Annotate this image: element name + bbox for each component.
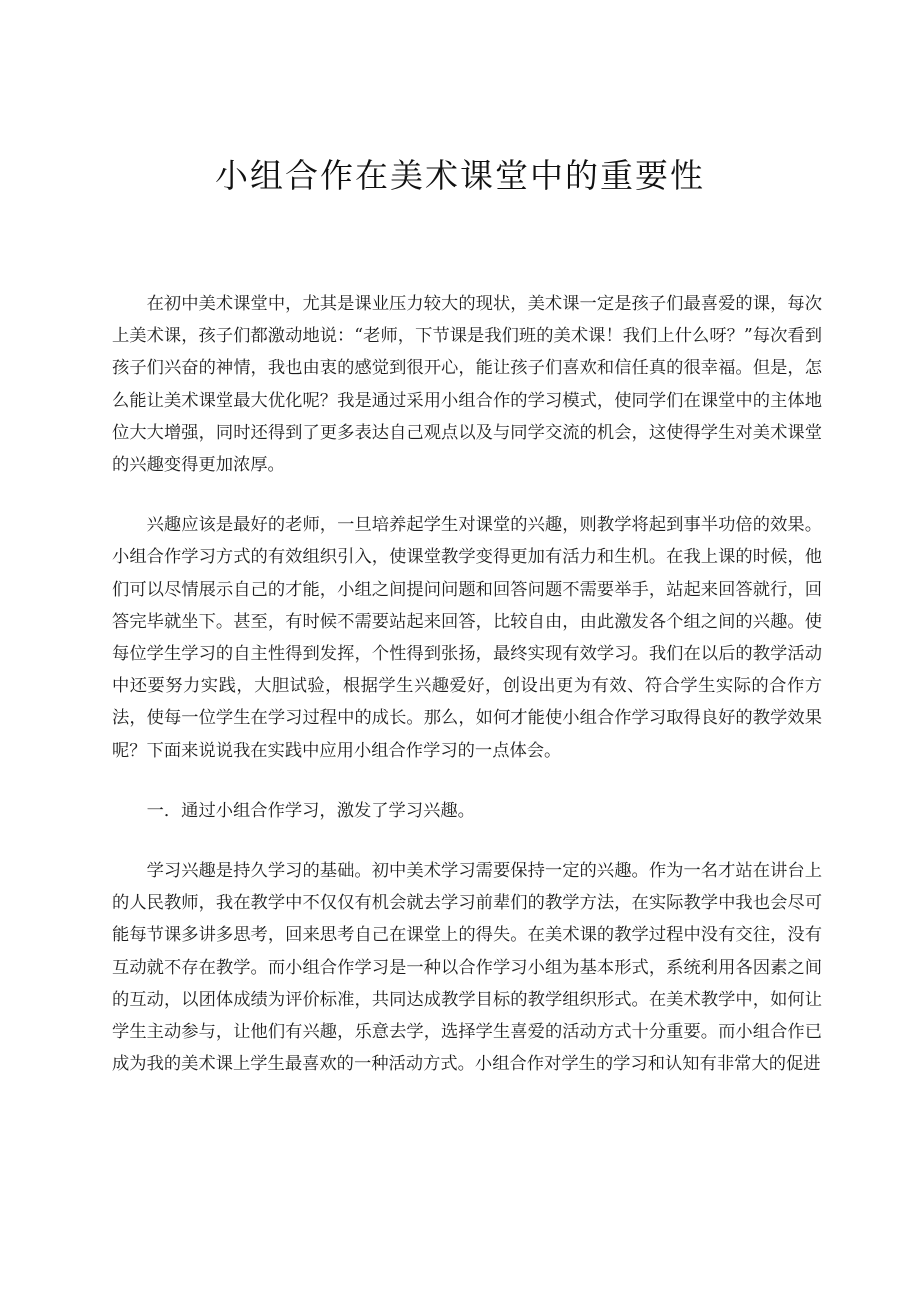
paragraph-gap: [112, 827, 822, 855]
document-body: [112, 288, 822, 1080]
paragraph-interest: 兴趣应该是最好的老师，一旦培养起学生对课堂的兴趣，则教学将起到事半功倍的效果。小组合作学习方式的有效组织引入，使课堂教学变得更加有活力和生机。在我上课的时候，他们可以尽情展示自己的才能，小组之间提问问题和回答问题不需要举手，站起来回答就行，回答完毕就坐下。甚至，有时候不需要站起来回答，比较自由，由此激发各个组之间的兴趣。使每位学生学习的自主性得到发挥，个性得到张扬，最终实现有效学习。我们在以后的教学活动中还要努力实践，大胆试验，根据学生兴趣爱好，创设出更为有效、符合学生实际的合作方法，使每一位学生在学习过程中的成长。那么，如何才能使小组合作学习取得良好的教学效果呢？下面来说说我在实践中应用小组合作学习的一点体会。: [112, 515, 822, 761]
document-title: 小组合作在美术课堂中的重要性: [215, 156, 705, 195]
section-heading-1: 一．通过小组合作学习，激发了学习兴趣。: [146, 800, 475, 821]
paragraph-section-1: 学习兴趣是持久学习的基础。初中美术学习需要保持一定的兴趣。作为一名才站在讲台上的人民教师，我在教学中不仅仅有机会就去学习前辈们的教学方法，在实际教学中我也会尽可能每节课多讲多思考，回来思考自己在课堂上的得失。在美术课的教学过程中没有交往，没有互动就不存在教学。而小组合作学习是一种以合作学习小组为基本形式，系统利用各因素之间的互动，以团体成绩为评价标准，共同达成教学目标的教学组织形式。在美术教学中，如何让学生主动参与，让他们有兴趣，乐意去学，选择学生喜爱的活动方式十分重要。而小组合作已成为我的美术课上学生最喜欢的一种活动方式。小组合作对学生的学习和认知有非常大的促进: [112, 861, 822, 1075]
paragraph-gap: [112, 481, 822, 509]
paragraph-gap: [112, 767, 822, 795]
paragraph-intro: 在初中美术课堂中，尤其是课业压力较大的现状，美术课一定是孩子们最喜爱的课，每次上美术课，孩子们都激动地说：“老师，下节课是我们班的美术课！我们上什么呀？”每次看到孩子们兴奋的神情，我也由衷的感觉到很开心，能让孩子们喜欢和信任真的很幸福。但是，怎么能让美术课堂最大优化呢？我是通过采用小组合作的学习模式，使同学们在课堂中的主体地位大大增强，同时还得到了更多表达自己观点以及与同学交流的机会，这使得学生对美术课堂的兴趣变得更加浓厚。: [112, 294, 822, 476]
